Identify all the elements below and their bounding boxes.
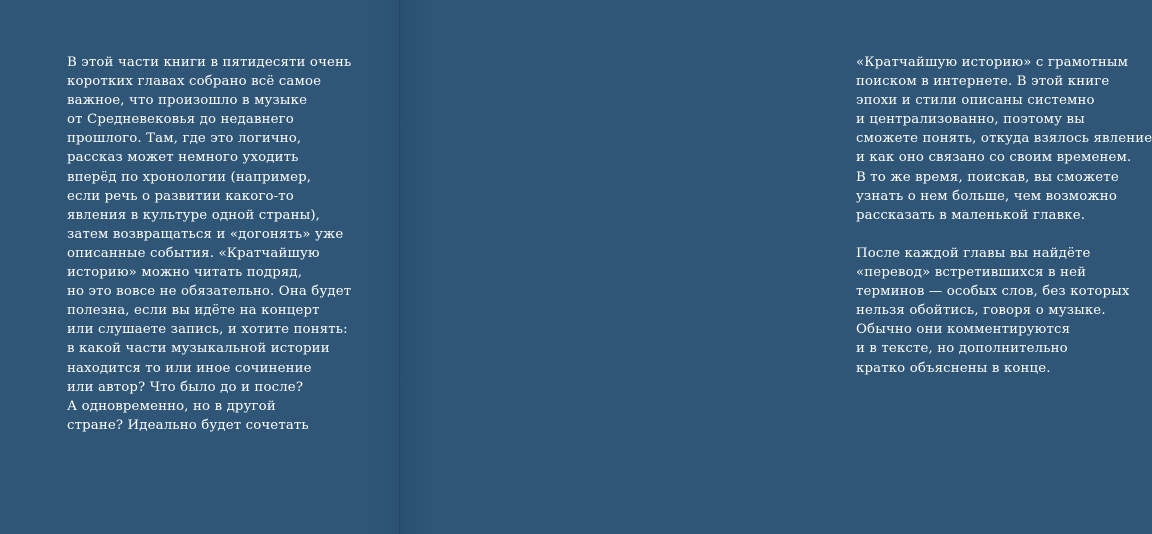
text-line: находится то или иное сочинение	[67, 360, 312, 376]
text-line: рассказать в маленькой главке.	[856, 207, 1086, 223]
text-line: затем возвращаться и «догонять» уже	[67, 226, 344, 242]
text-line: от Средневековья до недавнего	[67, 112, 294, 128]
text-line: историю» можно читать подряд,	[67, 265, 303, 281]
right-page	[400, 0, 1152, 534]
text-line: «Кратчайшую историю» с грамотным	[856, 55, 1129, 70]
text-line: В то же время, поискав, вы сможете	[856, 169, 1119, 185]
text-line: и централизованно, поэтому вы	[856, 112, 1085, 128]
text-line: и как оно связано со своим временем.	[856, 150, 1132, 166]
text-line: или слушаете запись, и хотите понять:	[67, 322, 348, 338]
text-line: важное, что произошло в музыке	[67, 93, 308, 109]
text-line: В этой части книги в пятидесяти очень	[67, 55, 352, 70]
text-line: А одновременно, но в другой	[67, 398, 276, 414]
left-page	[0, 0, 400, 534]
right-page-text	[856, 53, 1152, 378]
text-line: в какой части музыкальной истории	[67, 341, 330, 357]
text-line: кратко объяснены в конце.	[856, 360, 1051, 376]
text-line: или автор? Что было до и после?	[67, 379, 304, 395]
text-line: стране? Идеально будет сочетать	[67, 417, 309, 433]
text-line: прошлого. Там, где это логично,	[67, 131, 302, 147]
paragraph-gap	[856, 225, 1152, 244]
text-line: «перевод» встретившихся в ней	[856, 265, 1087, 281]
text-line: но это вовсе не обязательно. Она будет	[67, 284, 352, 300]
text-line: поиском в интернете. В этой книге	[856, 74, 1110, 90]
text-line: рассказ может немного уходить	[67, 150, 299, 166]
text-line: терминов — особых слов, без которых	[856, 284, 1130, 300]
text-line: коротких главах собрано всё самое	[67, 74, 322, 90]
text-line: После каждой главы вы найдёте	[856, 245, 1091, 261]
text-line: Обычно они комментируются	[856, 322, 1071, 338]
text-line: описанные события. «Кратчайшую	[67, 245, 320, 261]
text-line: сможете понять, откуда взялось явление	[856, 131, 1152, 147]
text-line: вперёд по хронологии (например,	[67, 169, 312, 185]
text-line: явления в культуре одной страны),	[67, 207, 321, 223]
text-line: полезна, если вы идёте на концерт	[67, 303, 320, 319]
left-page-text	[67, 53, 351, 435]
text-line: эпохи и стили описаны системно	[856, 93, 1095, 109]
text-line: нельзя обойтись, говоря о музыке.	[856, 303, 1106, 319]
text-line: и в тексте, но дополнительно	[856, 341, 1068, 357]
text-line: если речь о развитии какого-то	[67, 188, 294, 204]
text-line: узнать о нем больше, чем возможно	[856, 188, 1117, 204]
